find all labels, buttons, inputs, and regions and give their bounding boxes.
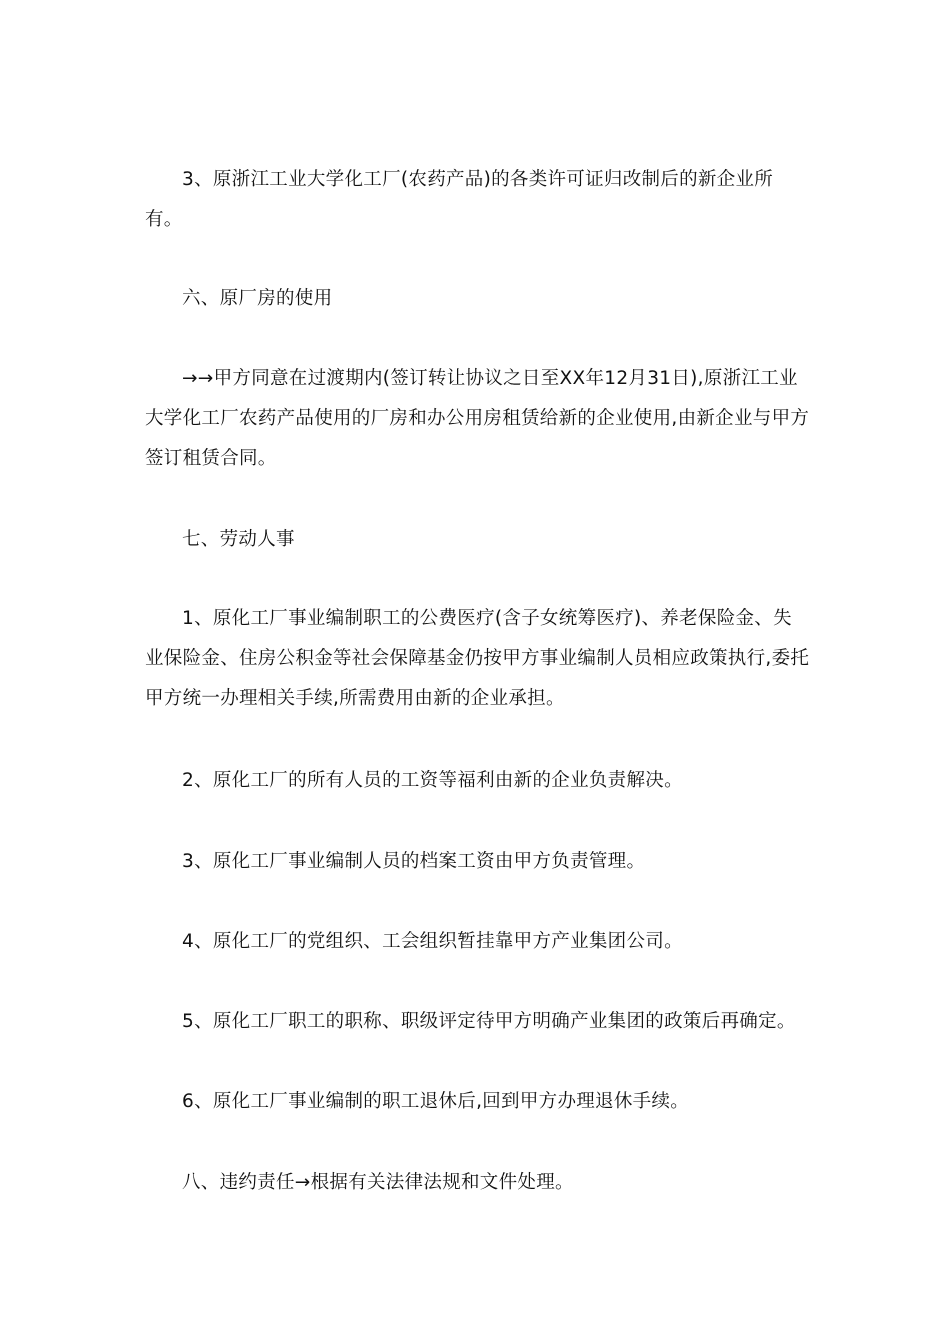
- section-heading-labor: 七、劳动人事: [182, 529, 295, 550]
- clause-party-union: 4、原化工厂的党组织、工会组织暂挂靠甲方产业集团公司。: [182, 931, 683, 952]
- clause-license-ownership: 3、原浙江工业大学化工厂(农药产品)的各类许可证归改制后的新企业所有。: [145, 169, 774, 230]
- section-heading-factory-use: 六、原厂房的使用: [182, 288, 333, 309]
- section-heading-breach: 八、违约责任→根据有关法律法规和文件处理。: [182, 1172, 574, 1193]
- clause-factory-lease: →→甲方同意在过渡期内(签订转让协议之日至XX年12月31日),原浙江工业大学化工厂农药产品使用的厂房和办公用房租赁给新的企业使用,由新企业与甲方签订租赁合同。: [145, 368, 810, 469]
- clause-wages-benefits: 2、原化工厂的所有人员的工资等福利由新的企业负责解决。: [182, 770, 683, 791]
- clause-archive-wages: 3、原化工厂事业编制人员的档案工资由甲方负责管理。: [182, 851, 646, 872]
- clause-title-evaluation: 5、原化工厂职工的职称、职级评定待甲方明确产业集团的政策后再确定。: [182, 1011, 796, 1032]
- clause-retirement: 6、原化工厂事业编制的职工退休后,回到甲方办理退休手续。: [182, 1091, 690, 1112]
- clause-social-security: 1、原化工厂事业编制职工的公费医疗(含子女统筹医疗)、养老保险金、失业保险金、住房公积金等社会保障基金仍按甲方事业编制人员相应政策执行,委托甲方统一办理相关手续,所需费用由新的企业承担。: [145, 608, 810, 709]
